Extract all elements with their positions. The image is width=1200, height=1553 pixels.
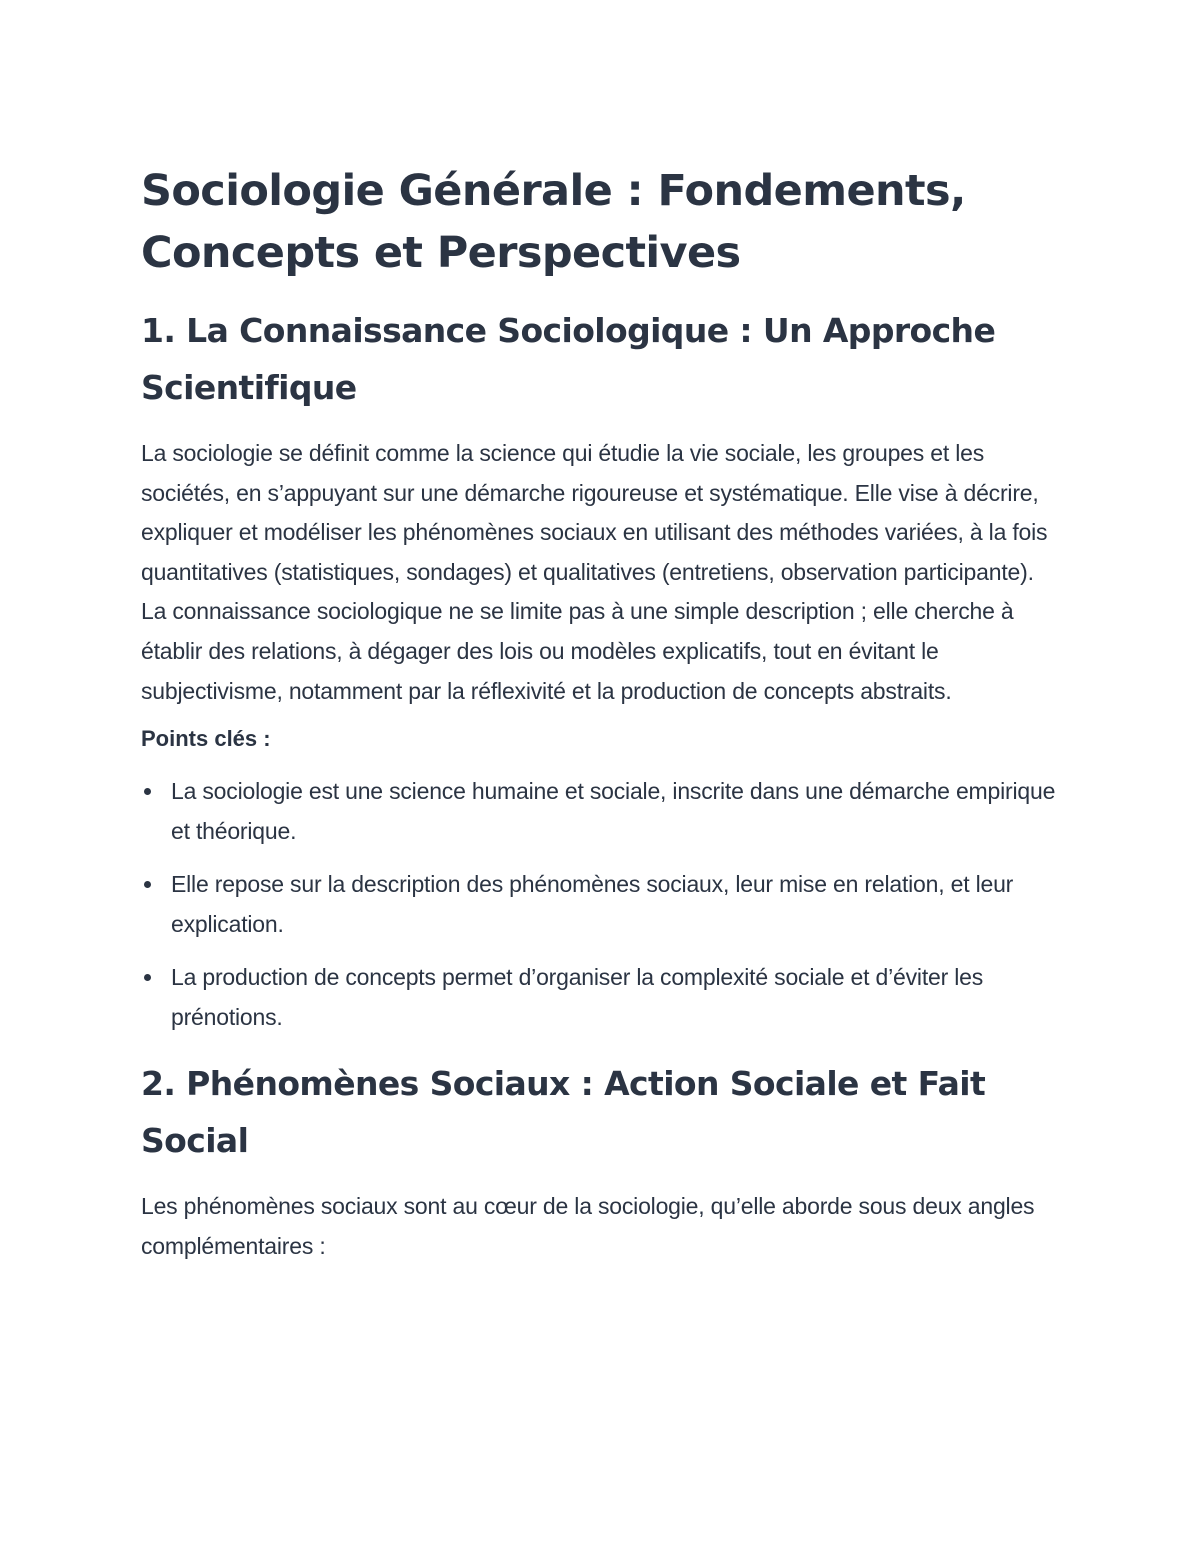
bullet-icon <box>144 788 151 795</box>
list-item <box>141 864 1061 944</box>
section-2-paragraph: Les phénomènes sociaux sont au cœur de la sociologie, qu’elle aborde sous deux angles complémentaires : <box>141 1193 1035 1259</box>
list-item-text: La production de concepts permet d’organiser la complexité sociale et d’éviter les prénotions. <box>171 964 984 1031</box>
section-1-paragraph: La sociologie se définit comme la science qui étudie la vie sociale, les groupes et les sociétés, en s’appuyant sur une démarche rigoureuse et systématique. Elle vise à décrire, expliquer et modéliser les phénomènes sociaux en utilisant des méthodes variées, à la fois quantitatives (statistiques, sondages) et qualitatives (entretiens, observation participante). La connaissance sociologique ne se limite pas à une simple description ; elle cherche à établir des relations, à dégager des lois ou modèles explicatifs, tout en évitant le subjectivisme, notamment par la réflexivité et la production de concepts abstraits. <box>141 440 1048 704</box>
list-item-text: La sociologie est une science humaine et sociale, inscrite dans une démarche empirique et théorique. <box>171 778 1056 845</box>
bullet-icon <box>144 974 151 981</box>
document-page <box>141 160 1061 1278</box>
keypoints-list <box>141 771 1061 1037</box>
section-1 <box>141 302 1061 1037</box>
document-title: Sociologie Générale : Fondements, Concepts et Perspectives <box>141 166 966 278</box>
keypoints-label: Points clés : <box>141 726 271 752</box>
bullet-icon <box>144 881 151 888</box>
list-item <box>141 957 1061 1037</box>
section-2-heading: 2. Phénomènes Sociaux : Action Sociale et Fait Social <box>141 1064 986 1161</box>
list-item-text: Elle repose sur la description des phénomènes sociaux, leur mise en relation, et leur explication. <box>171 871 1014 938</box>
list-item <box>141 771 1061 851</box>
section-1-heading: 1. La Connaissance Sociologique : Un Approche Scientifique <box>141 311 996 407</box>
section-2 <box>141 1055 1061 1266</box>
